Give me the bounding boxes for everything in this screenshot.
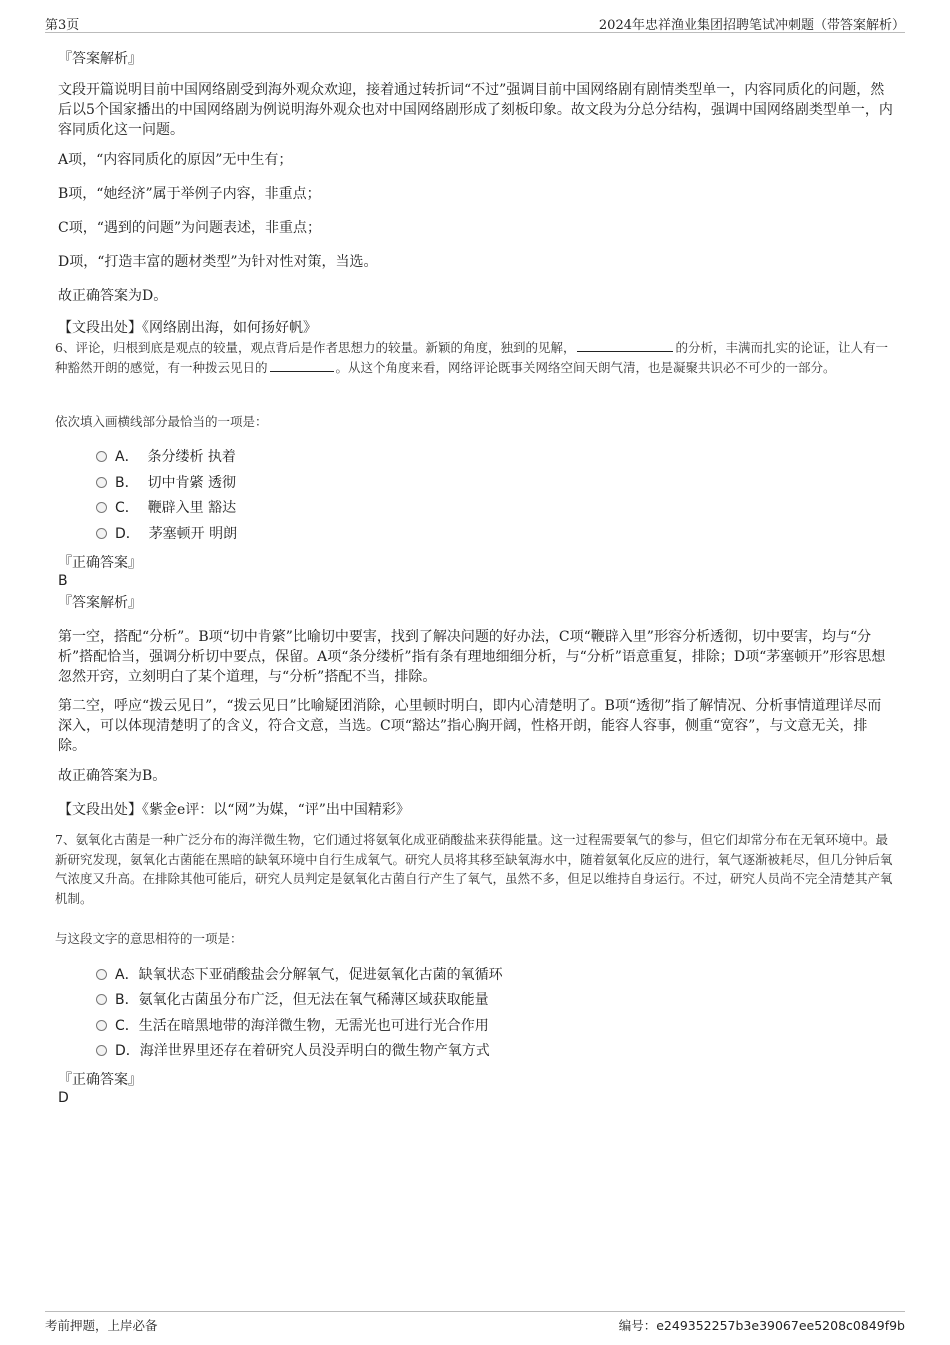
q7-option-d[interactable]: D．海洋世界里还存在着研究人员没弄明白的微生物产氧方式 — [96, 1041, 490, 1061]
q6-option-c[interactable]: C． 鞭辟入里 豁达 — [96, 498, 236, 518]
q5-conclusion: 故正确答案为D。 — [58, 288, 168, 304]
q5-analysis-text: 文段开篇说明目前中国网络剧受到海外观众欢迎，接着通过转折词“不过”强调目前中国网络剧有剧情类型单一，内容同质化的问题，然后以5个国家播出的中国网络剧为例说明海外观众也对中国网络剧形成了刻板印象。故文段为分总分结构，强调中国网络剧类型单一，内容同质化这一问题。 — [58, 82, 893, 138]
radio-icon[interactable] — [96, 1045, 107, 1056]
radio-icon[interactable] — [96, 477, 107, 488]
q6-stem-part1: 6、评论，归根到底是观点的较量，观点背后是作者思想力的较量。新颖的角度，独到的见解， — [55, 340, 576, 355]
q6-analysis-2: 第二空，呼应“拨云见日”，“拨云见日”比喻疑团消除，心里顿时明白，即内心清楚明了。B项“透彻”指了解情况、分析事情道理详尽而深入，可以体现清楚明了的含义，符合文意，当选。C项“豁达”指心胸开阔，性格开朗，能容人容事，侧重“宽容”，与文意无关，排除。 — [58, 698, 882, 754]
q7-prompt: 与这段文字的意思相符的一项是： — [55, 931, 243, 946]
radio-icon[interactable] — [96, 994, 107, 1005]
footer-slogan: 考前押题，上岸必备 — [45, 1318, 158, 1333]
q7-answer: D — [58, 1090, 69, 1106]
q7-stem: 7、氨氧化古菌是一种广泛分布的海洋微生物，它们通过将氨氧化成亚硝酸盐来获得能量。这一过程需要氧气的参与，但它们却常分布在无氧环境中。最新研究发现，氨氧化古菌能在黑暗的缺氧环境中自行生成氧气。研究人员将其移至缺氧海水中，随着氨氧化反应的进行，氧气逐渐被耗尽，但几分钟后氧气浓度又升高。在排除其他可能后，研究人员判定是氨氧化古菌自行产生了氧气，虽然不多，但足以维持自身运行。不过，研究人员尚不完全清楚其产氧机制。 — [55, 832, 893, 906]
page-footer — [45, 1311, 905, 1335]
q6-conclusion: 故正确答案为B。 — [58, 768, 167, 784]
q6-stem-part2: 的分析，丰满而扎实的论证，让人有一种豁然开朗的感觉，有一种拨云见日的 — [55, 340, 888, 375]
radio-icon[interactable] — [96, 528, 107, 539]
q7-answer-label: 『正确答案』 — [58, 1072, 142, 1088]
q5-analysis-label: 『答案解析』 — [58, 51, 142, 67]
page-number: 第3页 — [45, 18, 80, 33]
q6-prompt: 依次填入画横线部分最恰当的一项是： — [55, 414, 268, 429]
q5-option-d-analysis: D项，“打造丰富的题材类型”为针对性对策，当选。 — [58, 254, 378, 270]
q6-blank-2 — [270, 358, 334, 372]
q7-option-c[interactable]: C．生活在暗黑地带的海洋微生物，无需光也可进行光合作用 — [96, 1016, 489, 1036]
page-header — [45, 14, 905, 33]
q6-stem — [55, 338, 895, 377]
q7-option-b[interactable]: B．氨氧化古菌虽分布广泛，但无法在氧气稀薄区域获取能量 — [96, 990, 489, 1010]
q6-analysis-1: 第一空，搭配“分析”。B项“切中肯綮”比喻切中要害，找到了解决问题的好办法，C项“鞭辟入里”形容分析透彻，切中要害，均与“分析”搭配恰当，强调分析切中要点，保留。A项“条分缕析”指有条有理地细细分析，与“分析”语意重复，排除；D项“茅塞顿开”形容思想忽然开窍，立刻明白了某个道理，与“分析”搭配不当，排除。 — [58, 629, 886, 685]
q5-option-a-analysis: A项，“内容同质化的原因”无中生有； — [58, 152, 293, 168]
q5-source: 【文段出处】《网络剧出海，如何扬好帆》 — [58, 320, 317, 336]
document-title: 2024年忠祥渔业集团招聘笔试冲刺题（带答案解析） — [598, 18, 905, 33]
q5-option-b-analysis: B项，“她经济”属于举例子内容，非重点； — [58, 186, 321, 202]
q6-analysis-label: 『答案解析』 — [58, 595, 142, 611]
q6-answer-label: 『正确答案』 — [58, 555, 142, 571]
q5-option-c-analysis: C项，“遇到的问题”为问题表述，非重点； — [58, 220, 322, 236]
q6-option-d[interactable]: D． 茅塞顿开 明朗 — [96, 524, 237, 544]
document-code: 编号：e249352257b3e39067ee5208c0849f9b — [618, 1318, 905, 1333]
radio-icon[interactable] — [96, 1020, 107, 1031]
radio-icon[interactable] — [96, 969, 107, 980]
q7-option-a[interactable]: A．缺氧状态下亚硝酸盐会分解氧气，促进氨氧化古菌的氧循环 — [96, 965, 503, 985]
q6-answer: B — [58, 573, 68, 589]
q6-stem-part3: 。从这个角度来看，网络评论既事关网络空间天朗气清，也是凝聚共识必不可少的一部分。 — [335, 359, 836, 375]
q6-option-b[interactable]: B． 切中肯綮 透彻 — [96, 473, 236, 493]
radio-icon[interactable] — [96, 451, 107, 462]
radio-icon[interactable] — [96, 502, 107, 513]
q6-option-a[interactable]: A． 条分缕析 执着 — [96, 447, 236, 467]
q6-source: 【文段出处】《紫金e评：以“网”为媒，“评”出中国精彩》 — [58, 802, 410, 818]
q6-blank-1 — [577, 338, 673, 352]
